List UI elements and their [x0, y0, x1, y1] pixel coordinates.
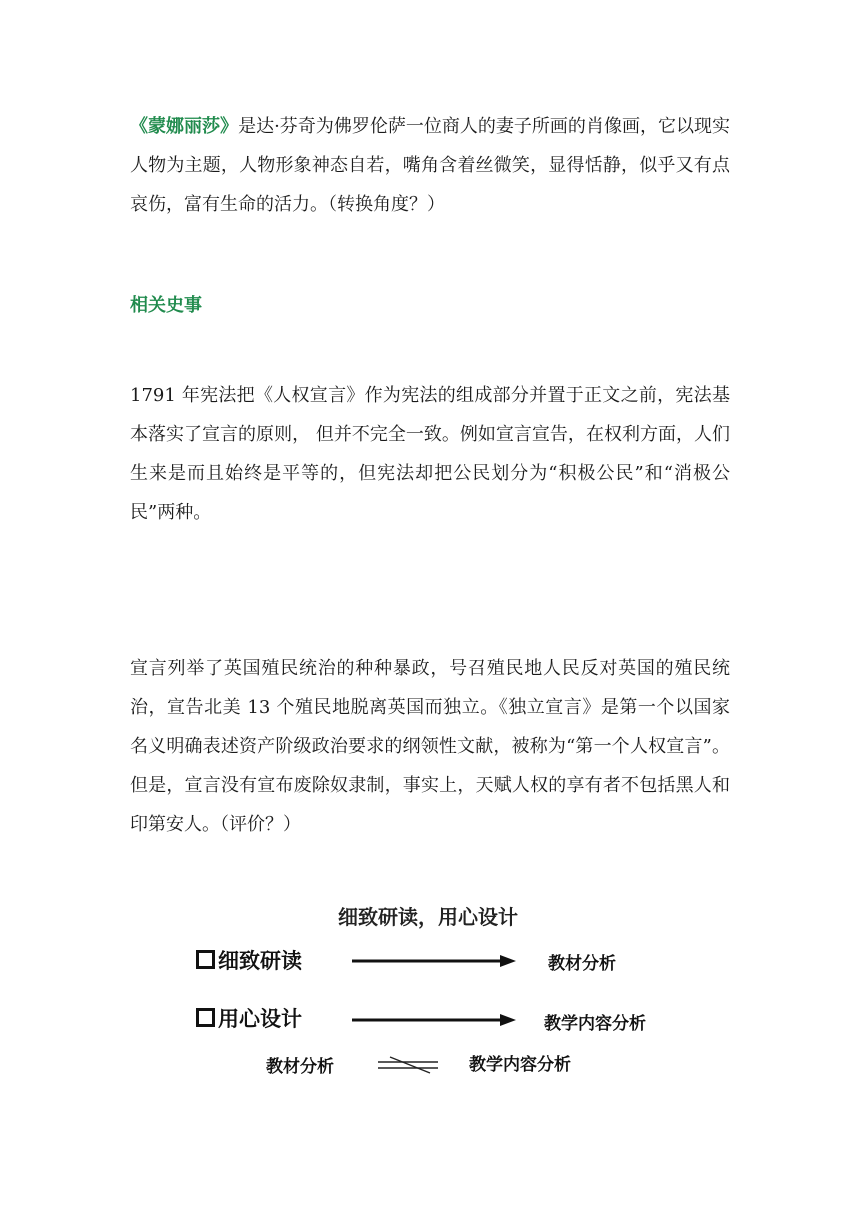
study-design-diagram	[190, 895, 690, 1085]
section-heading: 相关史事	[130, 295, 202, 316]
row2-label	[196, 1003, 302, 1033]
declaration-paragraph: 宣言列举了英国殖民统治的种种暴政，号召殖民地人民反对英国的殖民统治，宣告北美 13 个殖民地脱离英国而独立。《独立宣言》是第一个以国家名义明确表述资产阶级政治要求的纲领性文献，被称为“第一个人权宣言”。但是，宣言没有宣布废除奴隶制，事实上，天赋人权的享有者不包括黑人和印第安人。（评价？）	[130, 658, 730, 835]
constitution-paragraph: 1791 年宪法把《人权宣言》作为宪法的组成部分并置于正文之前，宪法基本落实了宣言的原则， 但并不完全一致。例如宣言宣告，在权利方面，人们生来是而且始终是平等的，但宪法却把公民划分为“积极公民”和“消极公民”两种。	[130, 385, 730, 523]
row1-left-text: 细致研读	[218, 949, 302, 973]
arrow-right-icon	[350, 1012, 520, 1028]
arrow-right-icon	[350, 953, 520, 969]
mona-lisa-text: 是达·芬奇为佛罗伦萨一位商人的妻子所画的肖像画，它以现实人物为主题，人物形象神态自若，嘴角含着丝微笑，显得恬静，似乎又有点哀伤，富有生命的活力。（转换角度？）	[130, 116, 730, 215]
diagram-title: 细致研读，用心设计	[338, 905, 518, 929]
row2-right-text: 教学内容分析	[544, 1014, 646, 1034]
row1-label	[196, 945, 302, 975]
bottom-right-text: 教学内容分析	[469, 1055, 571, 1075]
mona-lisa-title: 《蒙娜丽莎》	[130, 116, 239, 137]
bottom-left-text: 教材分析	[266, 1057, 334, 1077]
row1-right-text: 教材分析	[548, 954, 616, 974]
checkbox-icon	[196, 1008, 215, 1027]
not-equal-icon	[376, 1055, 440, 1075]
row2-left-text: 用心设计	[218, 1007, 302, 1031]
checkbox-icon	[196, 950, 215, 969]
mona-lisa-paragraph	[130, 107, 730, 224]
